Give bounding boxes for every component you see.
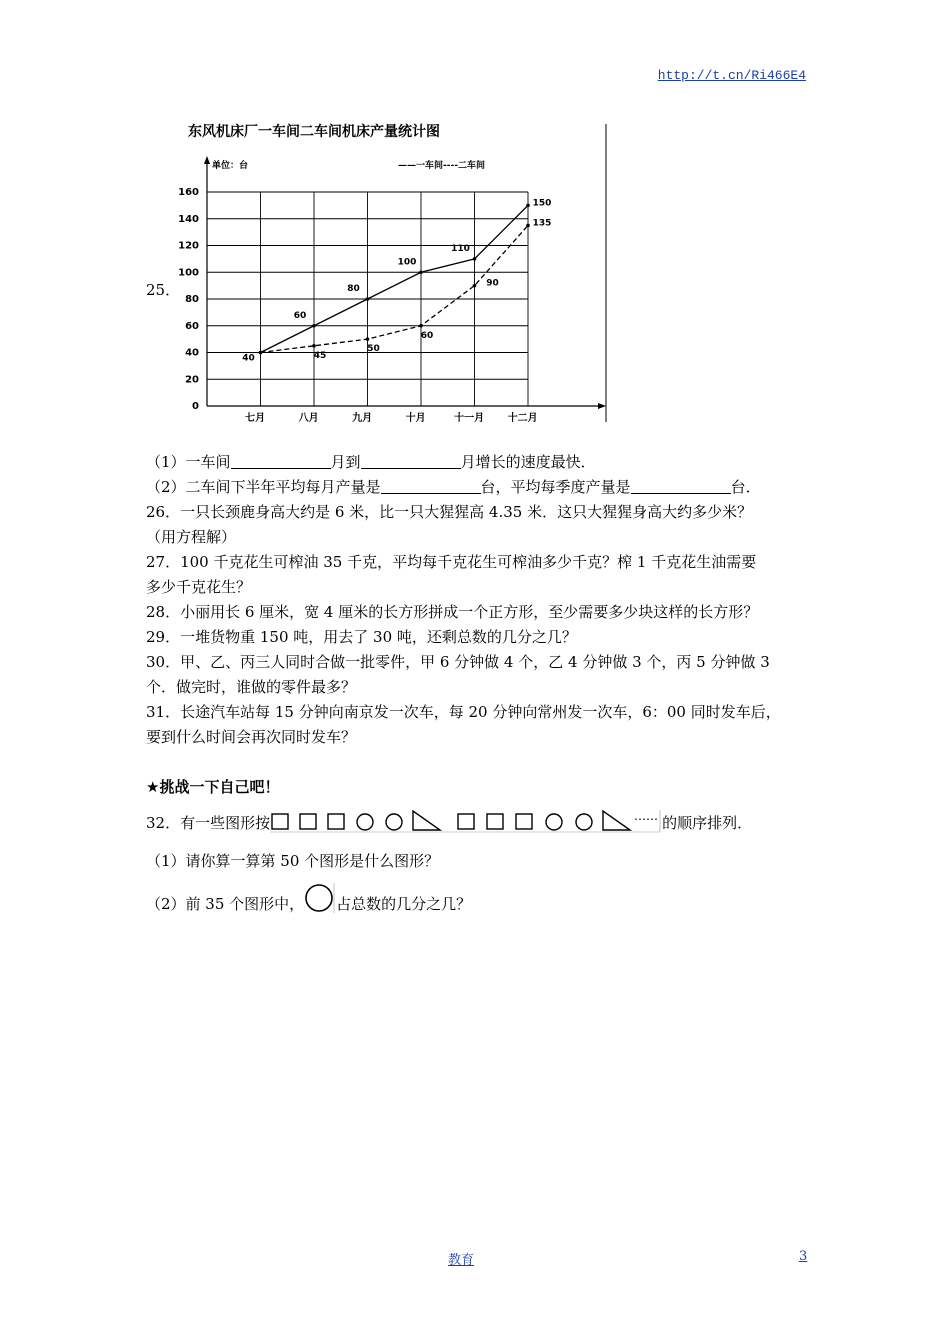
q29-line1: 29．一堆货物重 150 吨，用去了 30 吨，还剩总数的几分之几？ [146,628,577,646]
q32-suffix: 的顺序排列． [662,814,753,832]
data-label: 135 [532,218,552,229]
data-point [366,337,370,341]
y-tick-label: 80 [185,294,199,305]
circle-shape-icon [357,814,373,830]
y-tick-label: 0 [192,401,199,412]
circle-shape-icon [306,885,332,911]
q25-sub1 [146,450,596,474]
data-point [312,344,316,348]
data-point [259,351,263,355]
series-line-2 [261,225,529,355]
q32-prefix: 32．有一些图形按 [146,814,271,832]
y-tick-label: 160 [178,187,199,198]
x-tick-label: 八月 [298,413,319,424]
q32-sub2-a: （2）前 35 个图形中， [146,895,305,913]
q30-line1: 30．甲、乙、丙三人同时合做一批零件，甲 6 分钟做 4 个，乙 4 分钟做 3 个，丙 5 分钟做 3 [146,653,770,671]
q25-sub1-c: 月增长的速度最快． [460,453,596,471]
footer-page-number: 3 [799,1249,808,1264]
q31-line1: 31．长途汽车站每 15 分钟向南京发一次车，每 20 分钟向常州发一次车，6：00 同时发车后， [146,703,781,721]
data-label: 100 [397,257,417,268]
y-axis-arrow-icon [204,156,210,164]
y-tick-label: 40 [185,347,199,359]
q25-sub2-blank1[interactable] [381,477,481,494]
q25-sub1-blank1[interactable] [231,452,331,469]
y-tick-label: 120 [178,240,199,252]
chart-title: 东风机床厂一车间二车间机床产量统计图 [188,124,440,140]
circle-shape-icon [576,814,592,830]
x-tick-label: 十二月 [507,413,538,424]
data-label: 80 [347,284,360,294]
data-label: 90 [486,278,499,289]
x-tick-label: 九月 [352,413,373,424]
data-point [526,224,530,228]
q32-sub2 [146,883,471,916]
x-tick-label: 十一月 [454,413,485,424]
shape-sequence-figure [270,810,662,834]
q26-line2: （用方程解） [146,528,237,546]
y-tick-label: 20 [185,374,199,386]
square-shape-icon [300,814,316,829]
q27-line1: 27．100 千克花生可榨油 35 千克，平均每千克花生可榨油多少千克？榨 1 千克花生油需要 [146,553,757,571]
square-shape-icon [458,814,474,829]
q32-line [146,810,752,835]
chart-unit-label: 单位：台 [212,161,249,171]
q32-sub1: （1）请你算一算第 50 个图形是什么图形？ [146,852,440,870]
chart-legend: ——一车间----二车间 [398,161,485,171]
y-tick-label: 140 [178,213,199,225]
data-label: 60 [420,330,434,341]
data-label: 60 [293,310,307,321]
square-shape-icon [516,814,532,829]
data-label: 40 [242,353,255,364]
q25-sub2-a: （2）二车间下半年平均每月产量是 [146,478,381,496]
q28-line1: 28．小丽用长 6 厘米，宽 4 厘米的长方形拼成一个正方形，至少需要多少块这样的长方形？ [146,603,759,621]
x-tick-label: 十月 [405,413,426,424]
triangle-shape-icon [603,811,630,830]
y-tick-label: 100 [178,267,199,279]
chart-svg [170,120,610,425]
square-shape-icon [328,814,344,829]
data-point [312,324,316,328]
data-label: 110 [451,243,470,254]
square-shape-icon [487,814,503,829]
q25-sub1-a: （1）一车间 [146,453,231,471]
data-point [419,324,423,328]
q30-line2: 个．做完时，谁做的零件最多？ [146,678,357,696]
x-axis-arrow-icon [598,403,606,409]
circle-shape-icon [546,814,562,830]
q25-sub1-blank2[interactable] [361,452,461,469]
data-point [473,284,477,288]
q31-line2: 要到什么时间会再次同时发车？ [146,728,357,746]
data-label: 50 [367,344,380,355]
header-url-link[interactable]: http://t.cn/Ri466E4 [657,68,806,83]
challenge-title: ★挑战一下自己吧！ [146,778,280,796]
q25-sub2-b: 台，平均每季度产量是 [480,478,631,496]
data-point [526,204,530,208]
square-shape-icon [272,814,288,829]
ellipsis-icon: …… [634,810,659,823]
data-point [366,297,370,301]
data-point [419,270,423,274]
footer-center-text[interactable]: 教育 [448,1253,475,1268]
q25-sub2-c: 台． [730,478,761,496]
q26-line1: 26．一只长颈鹿身高大约是 6 米，比一只大猩猩高 4.35 米．这只大猩猩身高大约多少米？ [146,503,753,521]
q25-number: 25． [146,281,181,299]
data-point [473,257,477,261]
data-label: 45 [313,350,327,361]
q25-sub2-blank2[interactable] [631,477,731,494]
y-tick-label: 60 [185,320,199,332]
q25-sub2 [146,475,761,499]
triangle-shape-icon [413,811,440,830]
circle-shape-icon [386,814,402,830]
q27-line2: 多少千克花生？ [146,578,252,596]
q25-sub1-b: 月到 [330,453,361,471]
q25-line-chart [170,120,610,425]
data-label: 150 [532,198,552,209]
x-tick-label: 七月 [245,413,266,424]
circle-figure [304,883,336,915]
q32-sub2-b: 占总数的几分之几？ [336,895,472,913]
